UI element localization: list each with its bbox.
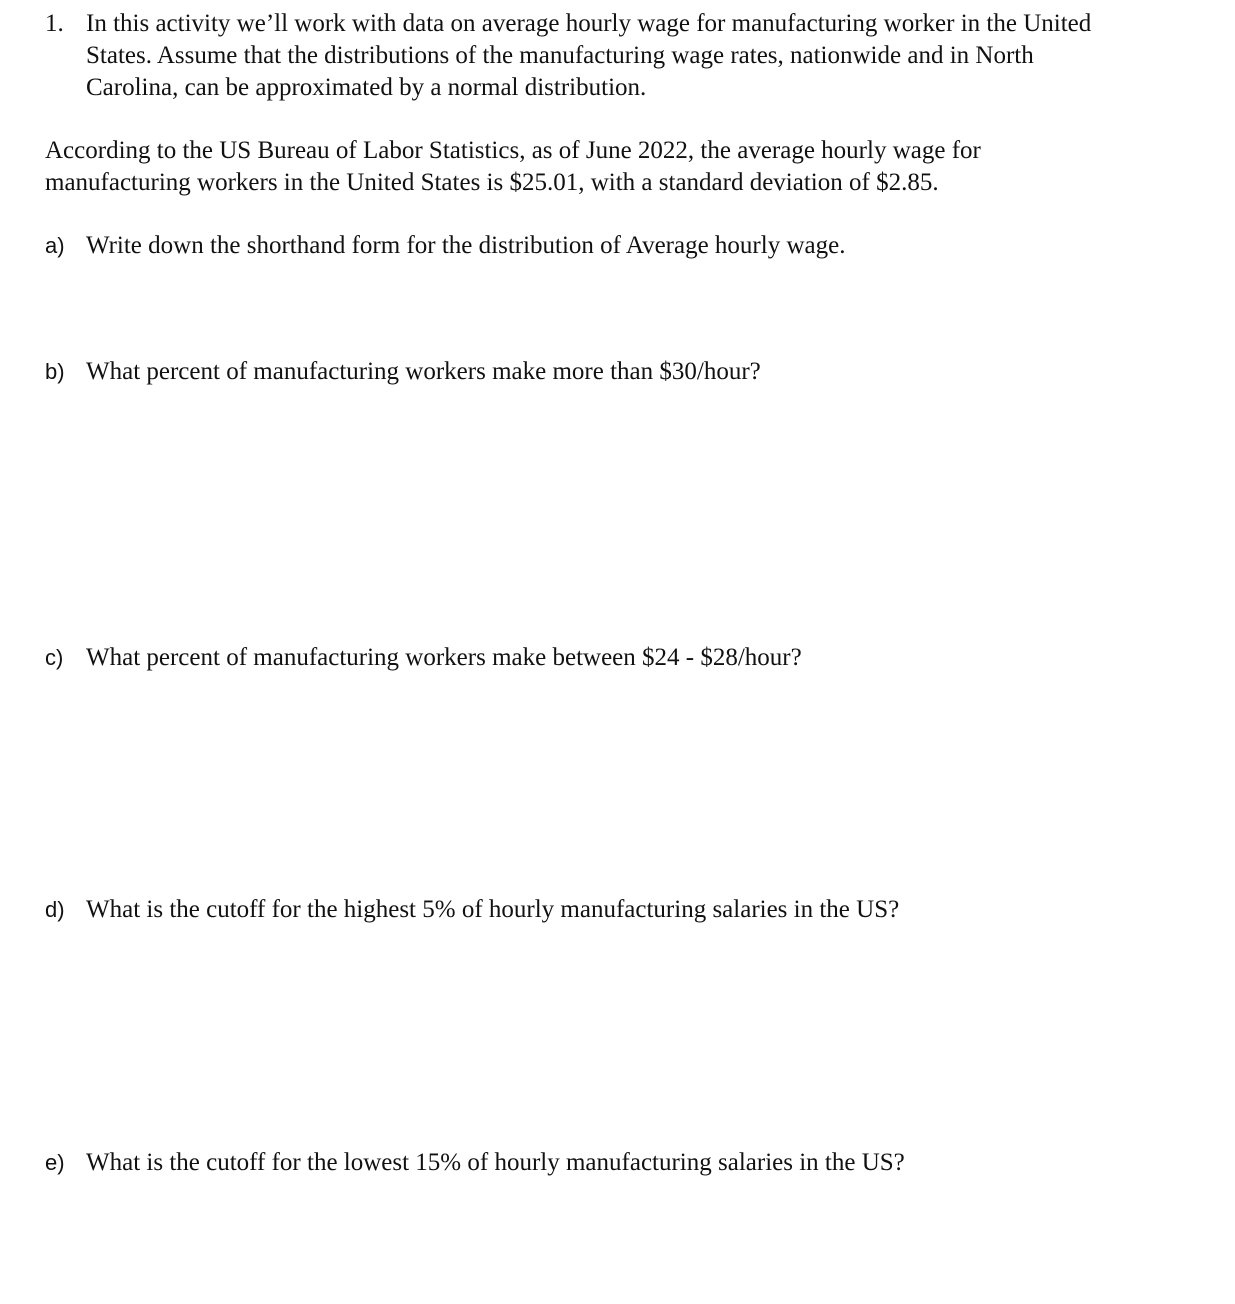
problem-intro: [86, 8, 1091, 104]
question-e-text: What is the cutoff for the lowest 15% of hourly manufacturing salaries in the US?: [86, 1149, 905, 1176]
question-c-text: What percent of manufacturing workers make between $24 - $28/hour?: [86, 644, 802, 671]
question-b-answer-area[interactable]: [86, 396, 1186, 636]
problem-intro-line: States. Assume that the distributions of the manufacturing wage rates, nationwide and in North: [86, 42, 1034, 69]
question-e-label: e): [45, 1150, 65, 1175]
question-e-answer-area[interactable]: [86, 1187, 1186, 1297]
question-d-label: d): [45, 897, 65, 922]
question-c-answer-area[interactable]: [86, 682, 1186, 887]
problem-intro-line: In this activity we’ll work with data on average hourly wage for manufacturing worker in the United: [86, 10, 1092, 37]
question-a-label: a): [45, 233, 65, 258]
question-d-answer-area[interactable]: [86, 934, 1186, 1139]
context-paragraph: [45, 135, 981, 199]
question-a-text: Write down the shorthand form for the distribution of Average hourly wage.: [86, 232, 846, 259]
context-line: manufacturing workers in the United States is $25.01, with a standard deviation of $2.85.: [45, 169, 939, 196]
context-line: According to the US Bureau of Labor Statistics, as of June 2022, the average hourly wage for: [45, 137, 981, 164]
question-b-text: What percent of manufacturing workers make more than $30/hour?: [86, 358, 761, 385]
question-b-label: b): [45, 359, 65, 384]
question-a-answer-area[interactable]: [86, 270, 1186, 350]
question-d-text: What is the cutoff for the highest 5% of hourly manufacturing salaries in the US?: [86, 896, 900, 923]
question-c-label: c): [45, 645, 64, 670]
problem-intro-line: Carolina, can be approximated by a normal distribution.: [86, 74, 647, 101]
problem-number: 1.: [45, 10, 64, 37]
